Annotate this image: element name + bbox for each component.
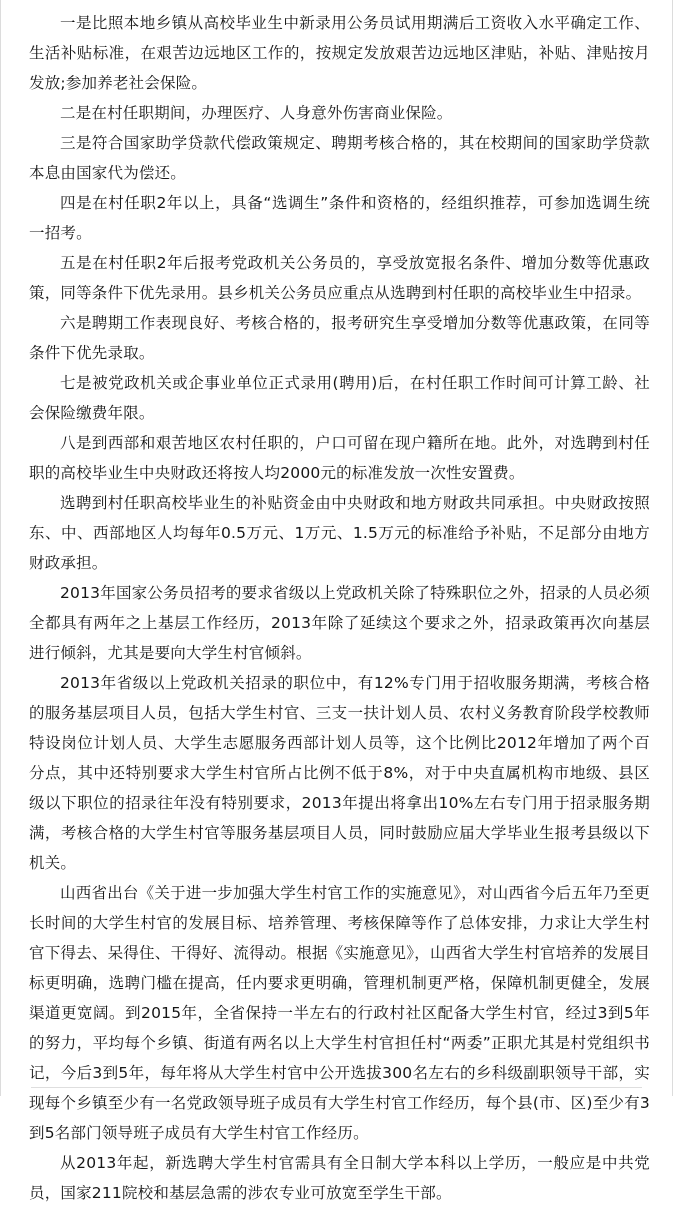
- paragraph: 七是被党政机关或企事业单位正式录用(聘用)后，在村任职工作时间可计算工龄、社会保险缴费年限。: [29, 374, 650, 422]
- paragraph: 选聘到村任职高校毕业生的补贴资金由中央财政和地方财政共同承担。中央财政按照东、中、西部地区人均每年0.5万元、1万元、1.5万元的标准给予补贴，不足部分由地方财政承担。: [29, 494, 650, 572]
- paragraph: 四是在村任职2年以上，具备“选调生”条件和资格的，经组织推荐，可参加选调生统一招考。: [29, 194, 650, 242]
- paragraph: 三是符合国家助学贷款代偿政策规定、聘期考核合格的，其在校期间的国家助学贷款本息由国家代为偿还。: [29, 134, 650, 182]
- paragraph: 二是在村任职期间，办理医疗、人身意外伤害商业保险。: [60, 104, 453, 122]
- paragraph: 从2013年起，新选聘大学生村官需具有全日制大学本科以上学历，一般应是中共党员，国家211院校和基层急需的涉农专业可放宽至学生干部。: [29, 1154, 650, 1202]
- paragraph: 2013年国家公务员招考的要求省级以上党政机关除了特殊职位之外，招录的人员必须全都具有两年之上基层工作经历，2013年除了延续这个要求之外，招录政策再次向基层进行倾斜，尤其是要向大学生村官倾斜。: [29, 584, 650, 662]
- paragraph: 八是到西部和艰苦地区农村任职的，户口可留在现户籍所在地。此外，对选聘到村任职的高校毕业生中央财政还将按人均2000元的标准发放一次性安置费。: [29, 434, 650, 482]
- paragraph: 山西省出台《关于进一步加强大学生村官工作的实施意见》，对山西省今后五年乃至更长时间的大学生村官的发展目标、培养管理、考核保障等作了总体安排，力求让大学生村官下得去、呆得住、干得好、流得动。根据《实施意见》，山西省大学生村官培养的发展目标更明确，选聘门槛在提高，任内要求更明确，管理机制更严格，保障机制更健全，发展渠道更宽阔。到2015年，全省保持一半左右的行政村社区配备大学生村官，经过3到5年的努力，平均每个乡镇、街道有两名以上大学生村官担任村“两委”正职尤其是村党组织书记，今后3到5年，每年将从大学生村官中公开选拔300名左右的乡科级副职领导干部，实现每个乡镇至少有一名党政领导班子成员有大学生村官工作经历，每个县(市、区)至少有3到5名部门领导班子成员有大学生村官工作经历。: [29, 884, 650, 1142]
- document-body: [1, 0, 673, 1208]
- paragraph: 六是聘期工作表现良好、考核合格的，报考研究生享受增加分数等优惠政策，在同等条件下优先录取。: [29, 314, 650, 362]
- horizontal-divider: [31, 1087, 642, 1088]
- paragraph: 一是比照本地乡镇从高校毕业生中新录用公务员试用期满后工资收入水平确定工作、生活补贴标准，在艰苦边远地区工作的，按规定发放艰苦边远地区津贴，补贴、津贴按月发放;参加养老社会保险。: [29, 14, 650, 92]
- paragraph: 五是在村任职2年后报考党政机关公务员的，享受放宽报名条件、增加分数等优惠政策，同等条件下优先录用。县乡机关公务员应重点从选聘到村任职的高校毕业生中招录。: [29, 254, 650, 302]
- paragraph: 2013年省级以上党政机关招录的职位中，有12%专门用于招收服务期满，考核合格的服务基层项目人员，包括大学生村官、三支一扶计划人员、农村义务教育阶段学校教师特设岗位计划人员、大学生志愿服务西部计划人员等，这个比例比2012年增加了两个百分点，其中还特别要求大学生村官所占比例不低于8%，对于中央直属机构市地级、县区级以下职位的招录往年没有特别要求，2013年提出将拿出10%左右专门用于招录服务期满，考核合格的大学生村官等服务基层项目人员，同时鼓励应届大学毕业生报考县级以下机关。: [29, 674, 650, 872]
